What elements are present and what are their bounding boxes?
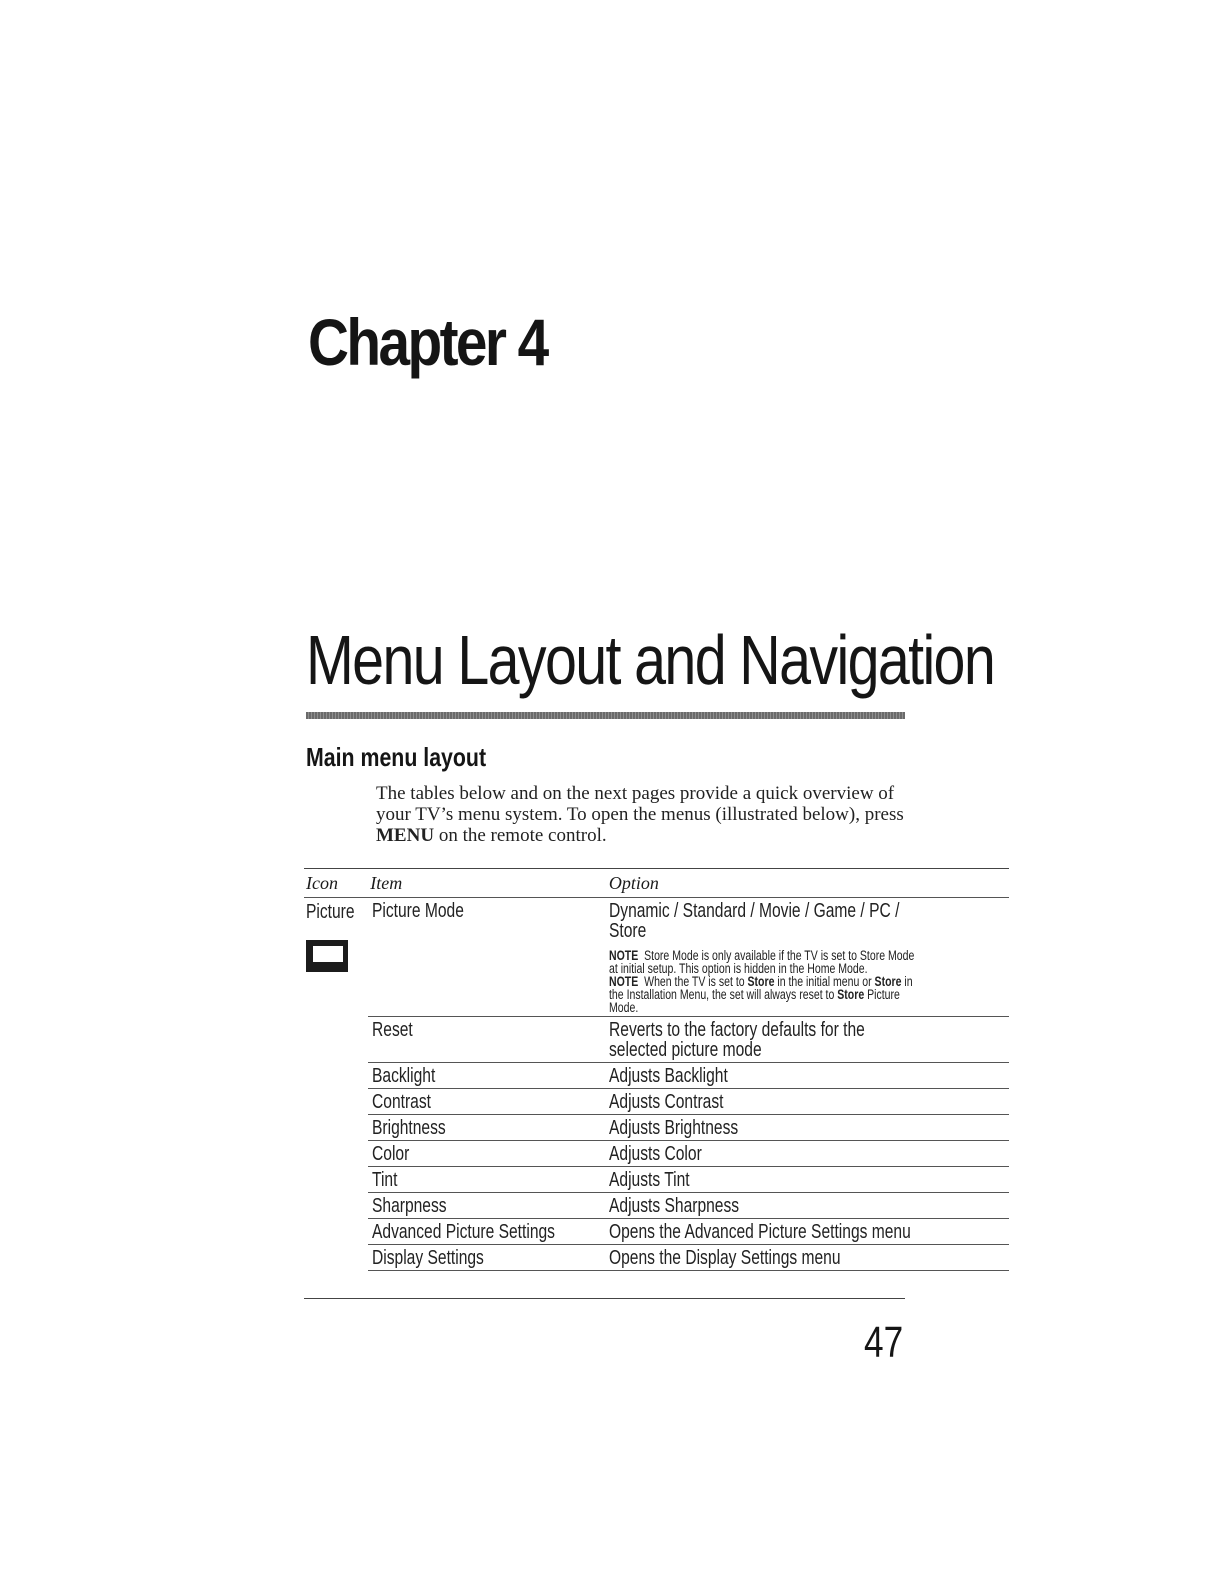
note-bold: Store: [837, 987, 865, 1002]
option-label: Adjusts Brightness: [608, 1117, 739, 1139]
picture-mode-notes: [609, 949, 1009, 1014]
note-text: in the initial menu or: [774, 974, 875, 989]
item-label: Tint: [372, 1169, 398, 1191]
option-label: Reverts to the factory defaults for the selected picture mode: [608, 1019, 865, 1061]
table-row: [304, 1167, 1009, 1193]
item-label: Backlight: [372, 1065, 436, 1087]
icon-column-cell: [304, 898, 368, 1297]
table-row: [304, 1219, 1009, 1245]
note-bold: Store: [747, 974, 775, 989]
table-bottom-rule: [304, 1298, 905, 1299]
table-row: [304, 1141, 1009, 1167]
table-header-row: [304, 869, 1009, 898]
chapter-label: Chapter 4: [308, 305, 547, 379]
menu-layout-table: [304, 868, 1009, 1296]
item-label: Advanced Picture Settings: [372, 1221, 556, 1243]
note-text: in the Installation Menu, the set will always reset to: [608, 974, 913, 1002]
table-row: [304, 1063, 1009, 1089]
header-icon: Icon: [304, 869, 368, 898]
item-label: Reset: [372, 1019, 414, 1041]
table-row: [304, 1271, 1009, 1297]
icon-category-label: Picture: [306, 901, 355, 923]
option-label: Adjusts Contrast: [608, 1091, 724, 1113]
table-row: [304, 1115, 1009, 1141]
table-row: [304, 1193, 1009, 1219]
note-text: Picture Mode.: [608, 987, 900, 1015]
header-item: Item: [368, 869, 607, 898]
item-label: Contrast: [372, 1091, 432, 1113]
intro-text-start: The tables below and on the next pages provide a quick overview of your TV’s menu system. To open the menus (illustrated below), press: [376, 783, 904, 825]
table-row: [304, 1089, 1009, 1115]
table-row: [304, 1245, 1009, 1271]
note-label: NOTE: [608, 948, 639, 963]
tv-picture-icon: [306, 940, 348, 970]
item-label: Sharpness: [372, 1195, 447, 1217]
title-rule-divider: [306, 712, 905, 719]
option-label: Opens the Display Settings menu: [608, 1247, 841, 1269]
option-picture-mode: Dynamic / Standard / Movie / Game / PC / Store: [608, 900, 900, 942]
option-label: Adjusts Tint: [608, 1169, 690, 1191]
item-label: Color: [372, 1143, 410, 1165]
option-cell: [607, 898, 1009, 1017]
option-label: Opens the Advanced Picture Settings menu: [608, 1221, 911, 1243]
header-option: Option: [607, 869, 1009, 898]
page-title: Menu Layout and Navigation: [306, 621, 995, 699]
table-row: [304, 1017, 1009, 1063]
note-label: NOTE: [608, 974, 639, 989]
item-picture-mode: Picture Mode: [372, 900, 465, 922]
intro-paragraph: [376, 783, 911, 846]
section-heading: Main menu layout: [306, 742, 487, 772]
option-label: Adjusts Sharpness: [608, 1195, 739, 1217]
intro-menu-keyword: MENU: [376, 825, 435, 846]
note-bold: Store: [874, 974, 902, 989]
intro-text-end: on the remote control.: [434, 825, 607, 846]
item-label: Display Settings: [372, 1247, 485, 1269]
note-text: When the TV is set to: [643, 974, 748, 989]
item-cell: [368, 898, 607, 1017]
page-number: 47: [864, 1318, 904, 1367]
table-row: [304, 898, 1009, 1017]
note-text: Store Mode is only available if the TV is set to Store Mode at initial setup. This option is hidden in the Home Mode.: [608, 948, 915, 976]
option-label: Adjusts Color: [608, 1143, 702, 1165]
item-label: Brightness: [372, 1117, 446, 1139]
option-label: Adjusts Backlight: [608, 1065, 728, 1087]
